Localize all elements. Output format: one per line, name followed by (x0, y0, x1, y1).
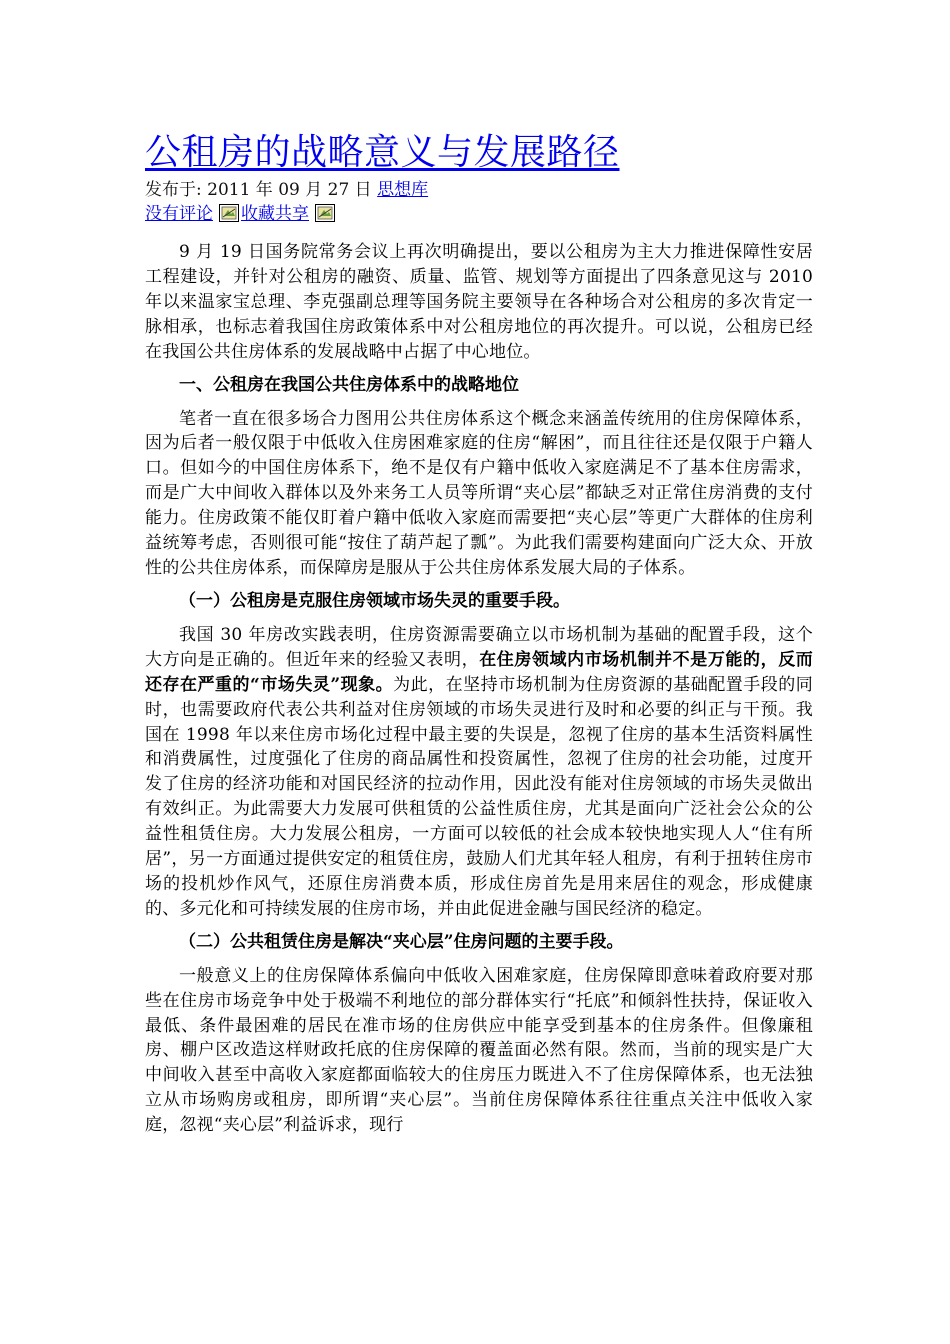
bold-text-run: 在住房领域内市场机制并不是万能的，反而还存在严重的“市场失灵”现象。 (145, 649, 813, 695)
share-link[interactable]: 收藏共享 (241, 204, 309, 224)
paragraph-market-failure (145, 623, 813, 922)
article-meta (145, 178, 813, 202)
image-placeholder-icon[interactable] (219, 204, 239, 222)
paragraph-intro: 9 月 19 日国务院常务会议上再次明确提出，要以公租房为主大力推进保障性安居工程建设，并针对公租房的融资、质量、监管、规划等方面提出了四条意见这与 2010 年以来温家宝总理、李克强副总理等国务院主要领导在各种场合对公租房的多次肯定一脉相承，也标志着我国住房政策体系中对公租房地位的再次提升。可以说，公租房已经在我国公共住房体系的发展战略中占据了中心地位。 (145, 242, 813, 362)
source-link[interactable]: 思想库 (377, 180, 429, 200)
paragraph-public-housing: 笔者一直在很多场合力图用公共住房体系这个概念来涵盖传统用的住房保障体系，因为后者一般仅限于中低收入住房困难家庭的住房“解困”，而且往往还是仅限于户籍人口。但如今的中国住房体系下，绝不是仅有户籍中低收入家庭满足不了基本住房需求，而是广大中间收入群体以及外来务工人员等所谓“夹心层”都缺乏对正常住房消费的支付能力。住房政策不能仅盯着户籍中低收入家庭而需要把“夹心层”等更广大群体的住房利益统筹考虑，否则很可能“按住了葫芦起了瓢”。为此我们需要构建面向广泛大众、开放性的公共住房体系，而保障房是服从于公共住房体系发展大局的子体系。 (145, 408, 813, 578)
comments-link[interactable]: 没有评论 (145, 204, 213, 224)
section-heading-1: 一、公租房在我国公共住房体系中的战略地位 (179, 374, 519, 395)
article (145, 128, 813, 1146)
paragraph-sandwich-class: 一般意义上的住房保障体系偏向中低收入困难家庭，住房保障即意味着政府要对那些在住房市场竞争中处于极端不利地位的部分群体实行“托底”和倾斜性扶持，保证收入最低、条件最困难的居民在准市场的住房供应中能享受到基本的住房条件。但像廉租房、棚户区改造这样财政托底的住房保障的覆盖面必然有限。然而，当前的现实是广大中间收入甚至中高收入家庭都面临较大的住房压力既进入不了住房保障体系，也无法独立从市场购房或租房，即所谓“夹心层”。当前住房保障体系往往重点关注中低收入家庭，忽视“夹心层”利益诉求，现行 (145, 965, 813, 1136)
article-title[interactable]: 公租房的战略意义与发展路径 (145, 132, 620, 173)
image-placeholder-icon[interactable] (315, 204, 335, 222)
section-heading-sandwich-class: （二）公共租赁住房是解决“夹心层”住房问题的主要手段。 (179, 931, 624, 952)
article-actions (145, 202, 813, 226)
published-date: 发布于: 2011 年 09 月 27 日 (145, 180, 372, 200)
text-run: 为此，在坚持市场机制为住房资源的基础配置手段的同时，也需要政府代表公共利益对住房领域的市场失灵进行及时和必要的纠正与干预。我国在 1998 年以来住房市场化过程中最主要的失误是，忽视了住房的基本生活资料属性和消费属性，过度强化了住房的商品属性和投资属性，忽视了住房的社会功能，过度开发了住房的经济功能和对国民经济的拉动作用，因此没有能对住房领域的市场失灵做出有效纠正。为此需要大力发展可供租赁的公益性质住房，尤其是面向广泛社会公众的公益性租赁住房。大力发展公租房，一方面可以较低的社会成本较快地实现人人“住有所居”，另一方面通过提供安定的租赁住房，鼓励人们尤其年轻人租房，有利于扭转住房市场的投机炒作风气，还原住房消费本质，形成住房首先是用来居住的观念，形成健康的、多元化和可持续发展的住房市场，并由此促进金融与国民经济的稳定。 (145, 674, 813, 919)
section-heading-market-failure: （一）公租房是克服住房领域市场失灵的重要手段。 (179, 590, 570, 611)
text-run: 我国 30 年房改实践表明，住房资源需要确立以市场机制为基础的配置手段，这个大方向是正确的。但近年来的经验又表明， (145, 624, 813, 670)
